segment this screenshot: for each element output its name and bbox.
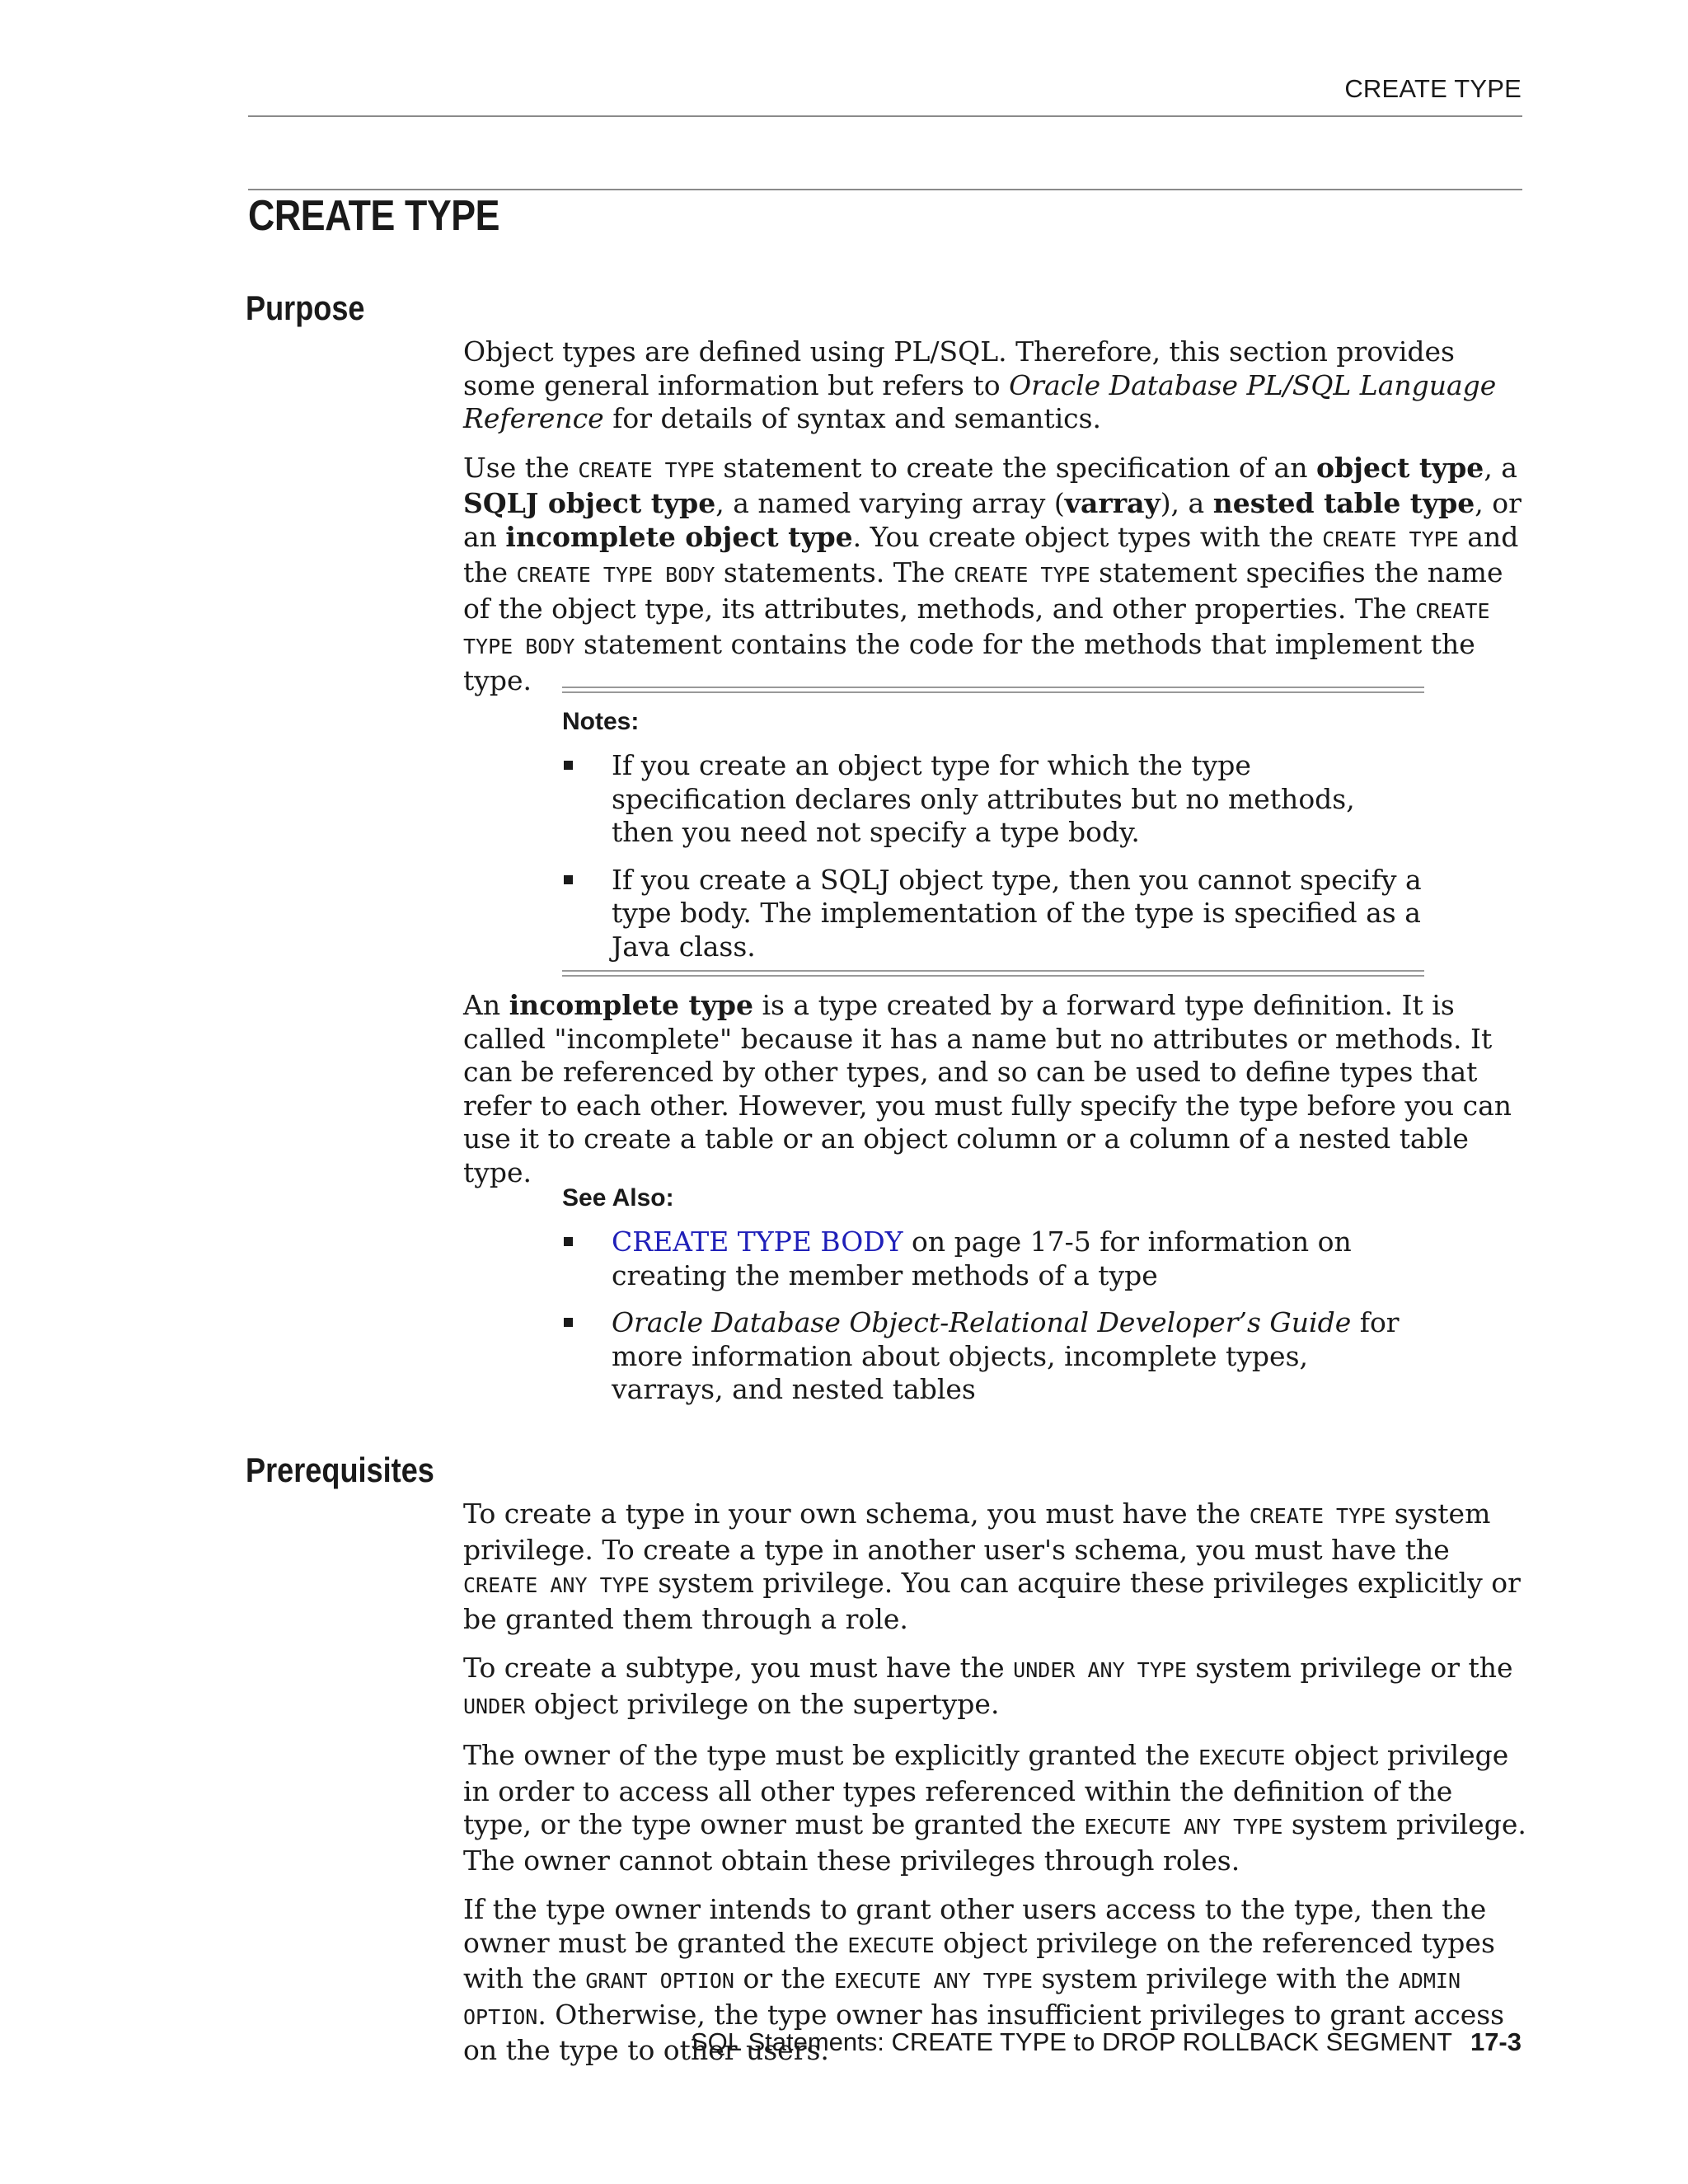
prereq-paragraph-3: The owner of the type must be explicitly granted the EXECUTE object privilege in order to access all other types referenced within the definition of the type, or the type owner must be granted the EXECUTE ANY TYPE system privilege. The owner cannot obtain these privileges through roles.: [463, 1739, 1526, 1877]
code-term: ADMIN OPTION: [463, 1969, 1461, 2029]
term-object-type: object type: [1315, 451, 1484, 484]
code-term: CREATE TYPE: [1322, 527, 1459, 551]
square-bullet-icon: [564, 1237, 573, 1246]
code-term: CREATE TYPE: [954, 563, 1090, 587]
purpose-paragraph-2: Use the CREATE TYPE statement to create the specification of an object type, a SQLJ object type, a named varying array (varray), a nested table type, or an incomplete object type. You create object types with the CREATE TYPE and the CREATE TYPE BODY statements. The CREATE TYPE statement specifies the name of the object type, its attributes, methods, and other properties. The CREATE TYPE BODY statement contains the code for the methods that implement the type.: [463, 451, 1522, 696]
list-item: Oracle Database Object-Relational Developer’s Guide for more information about objects, incomplete types, varrays, and nested tables: [562, 1306, 1424, 1407]
square-bullet-icon: [564, 761, 573, 770]
prereq-paragraph-1: To create a type in your own schema, you must have the CREATE TYPE system privilege. To create a type in another user's schema, you must have the CREATE ANY TYPE system privilege. You can acquire these privileges explicitly or be granted them through a role.: [463, 1497, 1521, 1635]
square-bullet-icon: [564, 875, 573, 884]
page-title: CREATE TYPE: [248, 192, 500, 240]
create-type-body-link[interactable]: CREATE TYPE BODY: [612, 1226, 903, 1258]
code-term: CREATE ANY TYPE: [463, 1573, 649, 1597]
notes-list: [562, 749, 1424, 963]
code-term: EXECUTE: [1198, 1746, 1286, 1769]
page-number: 17-3: [1470, 2027, 1522, 2056]
prereq-paragraph-4: If the type owner intends to grant other users access to the type, then the owner must be granted the EXECUTE object privilege on the referenced types with the GRANT OPTION or the EXECUTE ANY TYPE system privilege with the ADMIN OPTION. Otherwise, the type owner has insufficient privileges to grant access on the type to other users.: [463, 1893, 1505, 2066]
section-heading-purpose: Purpose: [246, 288, 365, 327]
title-rule: [248, 189, 1522, 190]
code-term: EXECUTE ANY TYPE: [1084, 1815, 1283, 1839]
reference-title: Oracle Database Object-Relational Developer’s Guide: [612, 1306, 1352, 1338]
see-also-label: See Also:: [562, 1184, 674, 1212]
see-also-box: [562, 1184, 1424, 1421]
list-item: CREATE TYPE BODY on page 17-5 for information on creating the member methods of a type: [562, 1226, 1424, 1292]
code-term: CREATE TYPE: [578, 457, 715, 482]
see-also-list: [562, 1226, 1424, 1407]
term-sqlj-object-type: SQLJ object type: [463, 487, 716, 519]
list-item: If you create an object type for which the type specification declares only attributes but no methods, then you need not specify a type body.: [562, 749, 1424, 850]
code-term: UNDER: [463, 1694, 526, 1718]
square-bullet-icon: [564, 1318, 573, 1327]
term-incomplete-object-type: incomplete object type: [505, 520, 853, 553]
code-term: EXECUTE: [847, 1933, 935, 1957]
purpose-paragraph-1: Object types are defined using PL/SQL. Therefore, this section provides some general information but refers to Oracle Database PL/SQL Language Reference for details of syntax and semantics.: [463, 335, 1497, 434]
prerequisites-body: [463, 1497, 1526, 2083]
code-term: CREATE TYPE BODY: [516, 563, 715, 587]
purpose-body: [463, 335, 1526, 713]
footer-title: SQL Statements: CREATE TYPE to DROP ROLLBACK SEGMENT: [690, 2027, 1452, 2056]
header-rule: [248, 115, 1522, 117]
notes-top-rule: [562, 687, 1424, 693]
notes-label: Notes:: [562, 708, 640, 735]
notes-box: [562, 687, 1424, 977]
code-term: CREATE TYPE: [1249, 1504, 1386, 1528]
code-term: CREATE TYPE BODY: [463, 598, 1490, 658]
code-term: UNDER ANY TYPE: [1013, 1658, 1187, 1682]
term-varray: varray: [1064, 487, 1160, 519]
section-heading-prerequisites: Prerequisites: [246, 1451, 434, 1489]
code-term: GRANT OPTION: [585, 1969, 734, 1993]
list-item: If you create a SQLJ object type, then you cannot specify a type body. The implementation of the type is specified as a Java class.: [562, 864, 1424, 964]
term-nested-table-type: nested table type: [1212, 487, 1475, 519]
page-footer: [691, 2027, 1522, 2057]
notes-bottom-rule: [562, 970, 1424, 977]
term-incomplete-type: incomplete type: [509, 989, 753, 1021]
code-term: EXECUTE ANY TYPE: [834, 1969, 1033, 1993]
incomplete-type-paragraph: An incomplete type is a type created by a forward type definition. It is called "incomplete" because it has a name but no attributes or methods. It can be referenced by other types, and so can be used to define types that refer to each other. However, you must fully specify the type before you can use it to create a table or an object column or a column of a nested table type.: [463, 989, 1512, 1188]
running-head: CREATE TYPE: [1344, 74, 1522, 103]
incomplete-type-body: [463, 989, 1526, 1205]
reference-title: Oracle Database PL/SQL Language Reference: [463, 368, 1497, 434]
prereq-paragraph-2: To create a subtype, you must have the UNDER ANY TYPE system privilege or the UNDER object privilege on the supertype.: [463, 1652, 1513, 1720]
